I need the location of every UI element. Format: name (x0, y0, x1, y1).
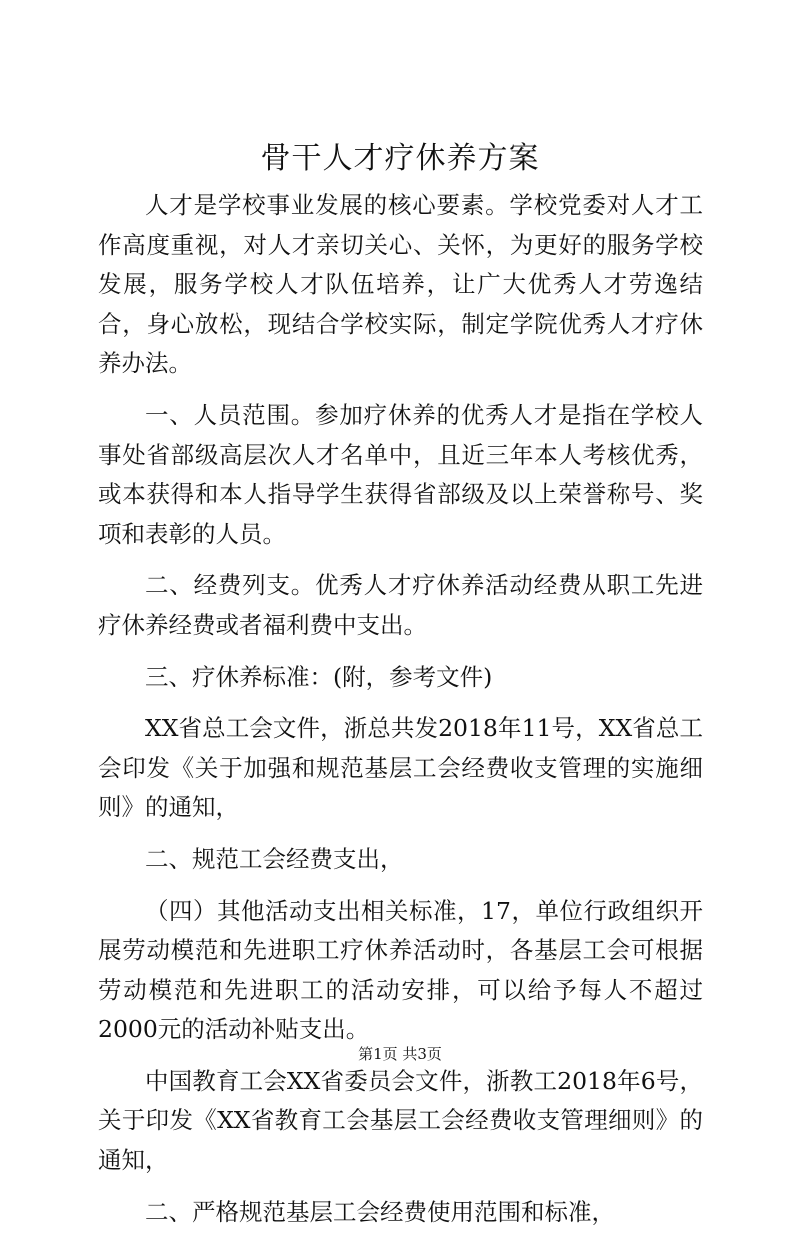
paragraph-other-activities: （四）其他活动支出相关标准，17，单位行政组织开展劳动模范和先进职工疗休养活动时，各基层工会可根据劳动模范和先进职工的活动安排，可以给予每人不超过2000元的活动补贴支出。 (98, 896, 703, 1044)
paragraph-education-union-file: 中国教育工会XX省委员会文件，浙教工2018年6号，关于印发《XX省教育工会基层工会经费收支管理细则》的通知， (98, 1066, 703, 1175)
page-number: 第1页 共3页 (358, 1045, 442, 1063)
paragraph-provincial-union-file: XX省总工会文件，浙总共发2018年11号，XX省总工会印发《关于加强和规范基层工会经费收支管理的实施细则》的通知， (98, 714, 703, 822)
paragraph-regulate-expenses: 二、规范工会经费支出， (145, 844, 404, 873)
paragraph-strict-scope: 二、严格规范基层工会经费使用范围和标准， (145, 1197, 615, 1226)
paragraph-intro: 人才是学校事业发展的核心要素。学校党委对人才工作高度重视，对人才亲切关心、关怀，为更好的服务学校发展，服务学校人才队伍培养，让广大优秀人才劳逸结合，身心放松，现结合学校实际，制定学院优秀人才疗休养办法。 (98, 191, 703, 378)
paragraph-standards: 三、疗休养标准：(附，参考文件) (145, 662, 493, 691)
document-title: 骨干人才疗休养方案 (260, 141, 540, 176)
paragraph-personnel-scope: 一、人员范围。参加疗休养的优秀人才是指在学校人事处省部级高层次人才名单中，且近三年本人考核优秀，或本获得和本人指导学生获得省部级及以上荣誉称号、奖项和表彰的人员。 (98, 400, 703, 548)
document-body (98, 186, 703, 1244)
paragraph-funding: 二、经费列支。优秀人才疗休养活动经费从职工先进疗休养经费或者福利费中支出。 (98, 571, 703, 639)
